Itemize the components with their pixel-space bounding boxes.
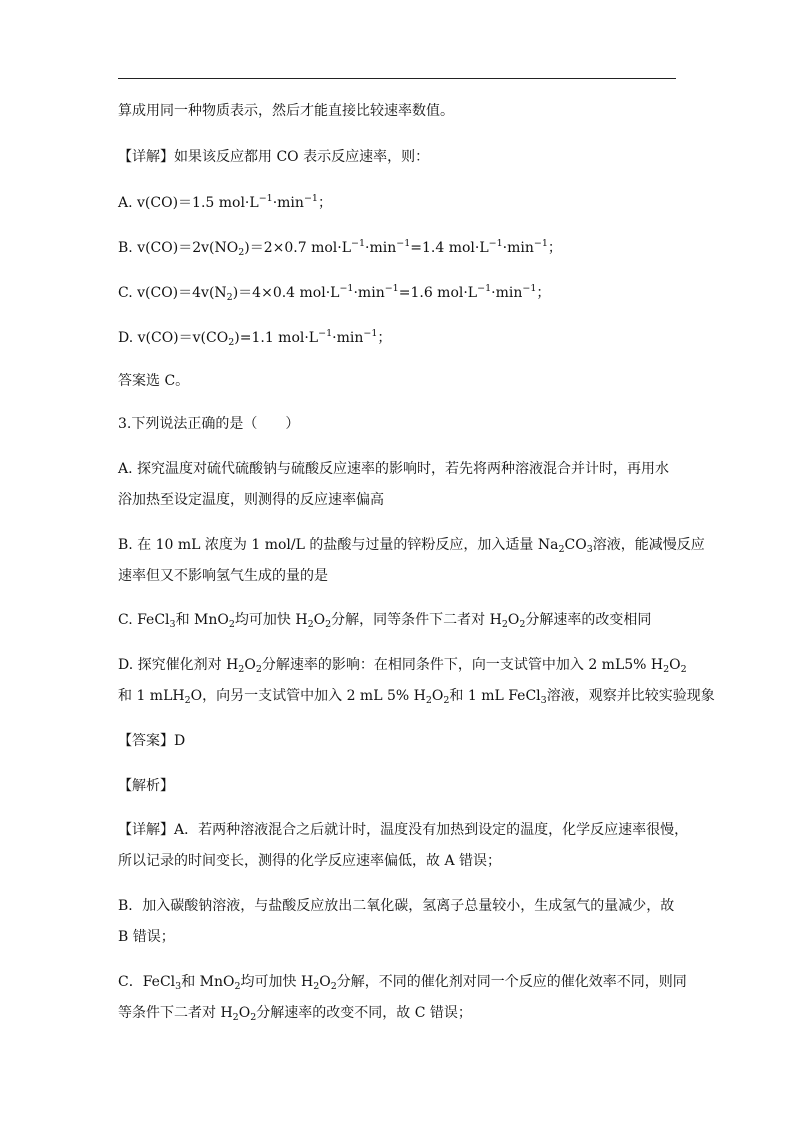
question-3-option-d-cont: 和 1 mLH$_2$O，向另一支试管中加入 2 mL 5% $H_2O_2$和 1 mL FeCl$_3$溶液，观察并比较实验现象 xyxy=(118,688,715,706)
analysis-text-line: C．FeCl$_3$和 MnO$_2$均可加快 $H_2O_2$分解，不同的催化剂对同一个反应的催化效率不同，则同 xyxy=(118,974,687,992)
option-b-rate-line: B. $v(CO)=2v(NO_2)=2\times 0.7$ $mol\cdot L^{-1}\cdot\min^{-1}=1.4$ $mol\cdot L^{-1}\cdot\min^{-1}$； xyxy=(118,238,562,258)
question-3-option-c: C. FeCl$_3$和 MnO$_2$均可加快 $H_2O_2$分解，同等条件下二者对 $H_2O_2$分解速率的改变相同 xyxy=(118,612,652,630)
question-3-option-b: B. 在 10 mL 浓度为 1 mol/L 的盐酸与过量的锌粉反应，加入适量 $Na_2CO_3$溶液，能减慢反应 xyxy=(118,537,705,555)
question-3-stem: 3.下列说法正确的是（ ） xyxy=(118,416,300,432)
question-3-option-b-cont: 速率但又不影响氢气生成的量的是 xyxy=(118,568,328,584)
analysis-text-line: B．加入碳酸钠溶液，与盐酸反应放出二氧化碳，氢离子总量较小，生成氢气的量减少，故 xyxy=(118,898,675,914)
option-d-rate-line: D. $v(CO)=v(CO_2)=1.1$ $mol\cdot L^{-1}\cdot\min^{-1}$； xyxy=(118,328,392,348)
question-3-option-a-cont: 浴加热至设定温度，则测得的反应速率偏高 xyxy=(118,492,384,508)
question-3-option-a: A. 探究温度对硫代硫酸钠与硫酸反应速率的影响时，若先将两种溶液混合并计时，再用水 xyxy=(118,461,670,477)
detail-heading-line: 【详解】如果该反应都用 CO 表示反应速率，则： xyxy=(118,149,430,165)
analysis-text-line: B 错误； xyxy=(118,929,175,945)
analysis-text-line: 所以记录的时间变长，测得的化学反应速率偏低，故 A 错误； xyxy=(118,853,502,869)
answer-line: 答案选 C。 xyxy=(118,373,190,389)
option-a-rate-line: A. v(CO)＝1.5 $mol\cdot L^{-1}\cdot\min^{-1}$； xyxy=(118,193,332,211)
header-rule xyxy=(118,78,676,79)
answer-label: 【答案】D xyxy=(118,733,186,749)
question-3-option-d: D. 探究催化剂对 $H_2O_2$分解速率的影响：在相同条件下，向一支试管中加入 2 mL5% $H_2O_2$ xyxy=(118,657,687,675)
option-c-rate-line: C. $v(CO)=4v(N_2)=4\times 0.4$ $mol\cdot L^{-1}\cdot\min^{-1}=1.6$ $mol\cdot L^{-1}\cdot\min^{-1}$； xyxy=(118,283,551,303)
analysis-label: 【解析】 xyxy=(118,778,174,794)
analysis-text-line: 【详解】A．若两种溶液混合之后就计时，温度没有加热到设定的温度，化学反应速率很慢， xyxy=(118,822,689,838)
analysis-text-line: 等条件下二者对 $H_2O_2$分解速率的改变不同，故 C 错误； xyxy=(118,1005,472,1023)
text-line: 算成用同一种物质表示，然后才能直接比较速率数值。 xyxy=(118,103,454,119)
